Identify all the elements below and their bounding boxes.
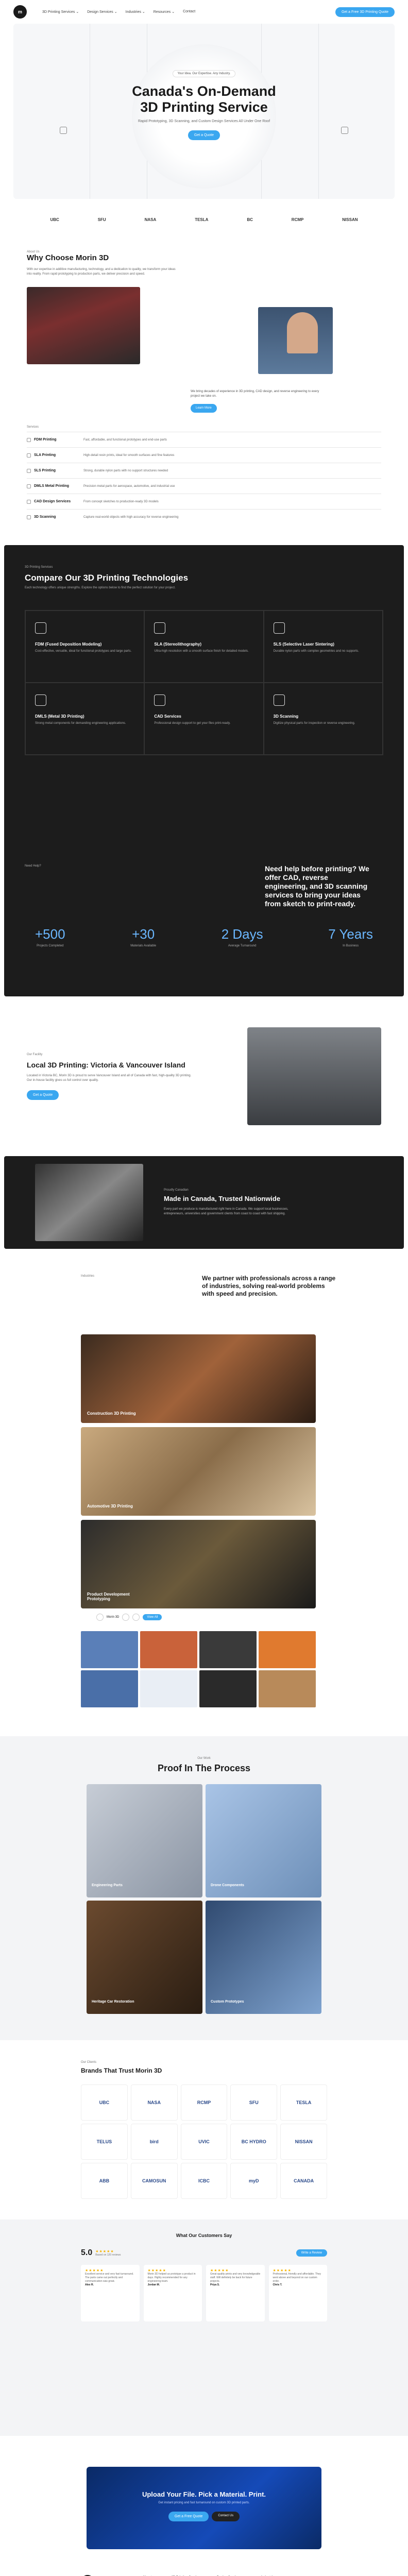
service-row[interactable]: FDM Printing Fast, affordable, and functional prototypes and end-use parts — [27, 432, 381, 447]
gallery-image[interactable] — [81, 1631, 138, 1668]
brand-logo: UBC — [81, 2084, 128, 2121]
industries-title: We partner with professionals across a range of industries, solving real-world problems with speed and precision. — [202, 1275, 336, 1297]
tech-cta: Need help before printing? We offer CAD, reverse engineering, and 3D scanning services to bring your ideas from sketch to print-ready. — [265, 865, 369, 908]
tech-card[interactable]: FDM (Fused Deposition Modeling) Cost-effective, versatile, ideal for functional prototypes and large parts. — [25, 611, 144, 683]
section-tag: 3D Printing Services — [25, 566, 53, 569]
client-logo: RCMP — [291, 217, 304, 222]
tech-card[interactable]: SLA (Stereolithography) Ultra-high resolution with a smooth surface finish for detailed models. — [144, 611, 263, 683]
brand-logo: bird — [131, 2124, 178, 2160]
fdm-icon — [35, 622, 46, 634]
printer-machine-image — [247, 1027, 381, 1125]
stat: 7 Years In Business — [328, 926, 373, 947]
proof-title: Proof In The Process — [157, 1763, 251, 1773]
reviews-section — [0, 2219, 408, 2436]
proof-section — [0, 1736, 408, 2040]
service-row[interactable]: DMLS Metal Printing Precision metal parts for aerospace, automotive, and industrial use — [27, 478, 381, 494]
upload-subtitle: Get instant pricing and fast turnaround on custom 3D printed parts. — [158, 2501, 250, 2504]
brand-logo: ICBC — [181, 2163, 228, 2199]
local-section — [0, 1027, 408, 1125]
write-review-button[interactable]: Write a Review — [296, 2249, 327, 2257]
nav-item[interactable]: 3D Printing Services ⌄ — [42, 10, 79, 14]
client-logo: SFU — [97, 217, 106, 222]
hero-title: Canada's On-Demand 3D Printing Service — [132, 83, 276, 115]
proof-image[interactable]: Engineering Parts — [87, 1784, 202, 1897]
local-title: Local 3D Printing: Victoria & Vancouver Island — [27, 1060, 185, 1069]
client-logo: NISSAN — [342, 217, 358, 222]
proof-image[interactable]: Custom Prototypes — [206, 1901, 321, 2014]
sls-icon — [274, 622, 285, 634]
client-logo: TESLA — [195, 217, 209, 222]
industry-card[interactable]: Automotive 3D Printing — [81, 1427, 316, 1516]
client-logo: NASA — [144, 217, 157, 222]
section-tag: Proudly Canadian — [164, 1189, 189, 1192]
star-rating: ★★★★★ — [95, 2250, 114, 2253]
main-nav — [42, 10, 195, 14]
review-card: ★★★★★ Excellent service and very fast turnaround. The parts came out perfectly and communication was great. Alex R. — [81, 2265, 140, 2321]
tech-card[interactable]: SLS (Selective Laser Sintering) Durable nylon parts with complex geometries and no supports. — [264, 611, 383, 683]
service-icon — [27, 469, 31, 473]
gallery-image[interactable] — [140, 1670, 197, 1707]
founder-figure — [287, 312, 318, 353]
service-icon — [27, 484, 31, 488]
brands-title: Brands That Trust Morin 3D — [81, 2067, 162, 2074]
section-tag: Our Work — [197, 1757, 211, 1760]
carousel-pager: Morin 3D View All — [96, 1614, 381, 1621]
stats-row — [35, 926, 373, 948]
service-icon — [27, 500, 31, 504]
learn-more-button[interactable]: Learn More — [191, 404, 217, 413]
rating-summary — [81, 2248, 327, 2258]
stat: +500 Projects Completed — [35, 926, 65, 947]
printer-farm-image — [27, 287, 140, 364]
gallery-image[interactable] — [199, 1631, 257, 1668]
why-description: With our expertise in additive manufacturing, technology, and a dedication to quality, we transform your ideas into reality. From rapid prototyping to production parts, we deliver precision and speed. — [27, 268, 176, 276]
service-row[interactable]: 3D Scanning Capture real-world objects with high accuracy for reverse engineering — [27, 509, 381, 524]
contact-button[interactable]: Contact Us — [212, 2512, 240, 2521]
hero-quote-button[interactable]: Get a Quote — [188, 130, 220, 140]
logo[interactable]: m — [13, 5, 27, 19]
section-tag: About Us — [27, 250, 40, 253]
review-card: ★★★★★ Morin 3D helped us prototype a product in days. Highly recommended for any engineering team. Jordan M. — [144, 2265, 202, 2321]
service-row[interactable]: SLA Printing High-detail resin prints, ideal for smooth surfaces and fine features — [27, 447, 381, 463]
client-logo: UBC — [50, 217, 59, 222]
brand-logo: BC HYDRO — [230, 2124, 277, 2160]
tech-subtitle: Each technology offers unique strengths. Explore the options below to find the perfect solution for your project. — [25, 586, 176, 589]
service-row[interactable]: CAD Design Services From concept sketches to production-ready 3D models — [27, 494, 381, 509]
gallery-image[interactable] — [259, 1631, 316, 1668]
brand-logo: NASA — [131, 2084, 178, 2121]
section-tag: Our Clients — [81, 2061, 97, 2064]
section-tag: Services — [27, 426, 39, 429]
service-icon — [27, 453, 31, 457]
canada-title: Made in Canada, Trusted Nationwide — [164, 1195, 281, 1202]
canada-section — [4, 1156, 404, 1249]
nav-item[interactable]: Contact — [183, 10, 196, 13]
hero-subtitle: Rapid Prototyping, 3D Scanning, and Custom Design Services All Under One Roof — [138, 120, 270, 123]
site-header — [0, 0, 408, 24]
tech-grid — [25, 610, 383, 755]
gallery-image[interactable] — [140, 1631, 197, 1668]
tech-card[interactable]: DMLS (Metal 3D Printing) Strong metal components for demanding engineering applications. — [25, 683, 144, 755]
hero-badge: Your Idea. Our Expertise. Any Industry. — [173, 70, 235, 77]
prev-arrow-icon[interactable] — [122, 1614, 129, 1621]
header-quote-button[interactable]: Get a Free 3D Printing Quote — [335, 7, 395, 17]
rating-score: 5.0 — [81, 2248, 93, 2257]
print-closeup-image — [35, 1164, 143, 1241]
review-card: ★★★★★ Great quality prints and very knowledgeable staff. Will definitely be back for future projects. Priya S. — [206, 2265, 265, 2321]
gallery-image[interactable] — [259, 1670, 316, 1707]
proof-image[interactable]: Drone Components — [206, 1784, 321, 1897]
review-card: ★★★★★ Professional, friendly and affordable. They went above and beyond on our custom order. Chris T. — [269, 2265, 328, 2321]
cad-icon — [154, 694, 165, 706]
client-logos — [31, 204, 377, 235]
nav-item[interactable]: Industries ⌄ — [125, 10, 145, 14]
gallery-image[interactable] — [199, 1670, 257, 1707]
stat: 2 Days Average Turnaround — [221, 926, 263, 947]
metal-icon — [35, 694, 46, 706]
client-logo: BC — [247, 217, 253, 222]
reviews-title: What Our Customers Say — [176, 2233, 232, 2238]
service-icon — [27, 438, 31, 442]
sla-icon — [154, 622, 165, 634]
view-all-button[interactable]: View All — [143, 1614, 162, 1620]
why-side-text: We bring decades of experience in 3D printing, CAD design, and reverse engineering to every project we take on. Learn More — [191, 389, 319, 413]
brand-logo: ABB — [81, 2163, 128, 2199]
why-title: Why Choose Morin 3D — [27, 253, 109, 262]
section-tag: Our Facility — [27, 1053, 43, 1056]
gallery-image[interactable] — [81, 1670, 138, 1707]
brand-logo: RCMP — [181, 2084, 228, 2121]
brand-logo: myD — [230, 2163, 277, 2199]
local-description: Located in Victoria BC, Morin 3D is proud to serve Vancouver Island and all of Canada with fast, high-quality 3D printing. Our in-house facility gives us full control over quality. — [27, 1074, 192, 1082]
tech-card[interactable]: CAD Services Professional design support to get your files print-ready. — [144, 683, 263, 755]
industry-card[interactable]: Product Development Prototyping — [81, 1520, 316, 1608]
hero-section — [13, 24, 395, 199]
brand-logo: UVIC — [181, 2124, 228, 2160]
upload-title: Upload Your File. Pick a Material. Print. — [142, 2490, 266, 2498]
cta-tag: Need Help? — [25, 865, 41, 868]
industry-card[interactable]: Construction 3D Printing — [81, 1334, 316, 1423]
service-icon — [27, 515, 31, 519]
brand-logo: CANADA — [280, 2163, 327, 2199]
brand-logo: CAMOSUN — [131, 2163, 178, 2199]
local-quote-button[interactable]: Get a Quote — [27, 1090, 59, 1100]
technologies-section — [4, 545, 404, 996]
upload-cta-section — [87, 2467, 321, 2549]
service-row[interactable]: SLS Printing Strong, durable nylon parts with no support structures needed — [27, 463, 381, 478]
canada-description: Every part we produce is manufactured right here in Canada. We support local businesses, entrepreneurs, universities and government clients from coast to coast with fast shipping. — [164, 1208, 288, 1215]
brand-logo: SFU — [230, 2084, 277, 2121]
review-count: Based on 120 reviews — [95, 2253, 121, 2257]
brands-section — [0, 2040, 408, 2199]
project-gallery — [81, 1631, 316, 1707]
avatar — [96, 1614, 104, 1621]
scan-icon — [274, 694, 285, 706]
section-tag: Industries — [81, 1275, 95, 1278]
brand-logo: TELUS — [81, 2124, 128, 2160]
tech-card[interactable]: 3D Scanning Digitize physical parts for inspection or reverse engineering. — [264, 683, 383, 755]
stat: +30 Materials Available — [130, 926, 157, 947]
next-arrow-icon[interactable] — [132, 1614, 140, 1621]
brand-logo: TESLA — [280, 2084, 327, 2121]
nav-item[interactable]: Design Services ⌄ — [87, 10, 117, 14]
free-quote-button[interactable]: Get a Free Quote — [168, 2512, 209, 2521]
nav-item[interactable]: Resources ⌄ — [153, 10, 175, 14]
tech-title: Compare Our 3D Printing Technologies — [25, 573, 189, 583]
industries-section — [0, 1275, 408, 1621]
brand-logo: NISSAN — [280, 2124, 327, 2160]
services-list — [0, 426, 408, 524]
why-section — [0, 250, 408, 420]
site-footer — [0, 2549, 408, 2576]
proof-image[interactable]: Heritage Car Restoration — [87, 1901, 202, 2014]
